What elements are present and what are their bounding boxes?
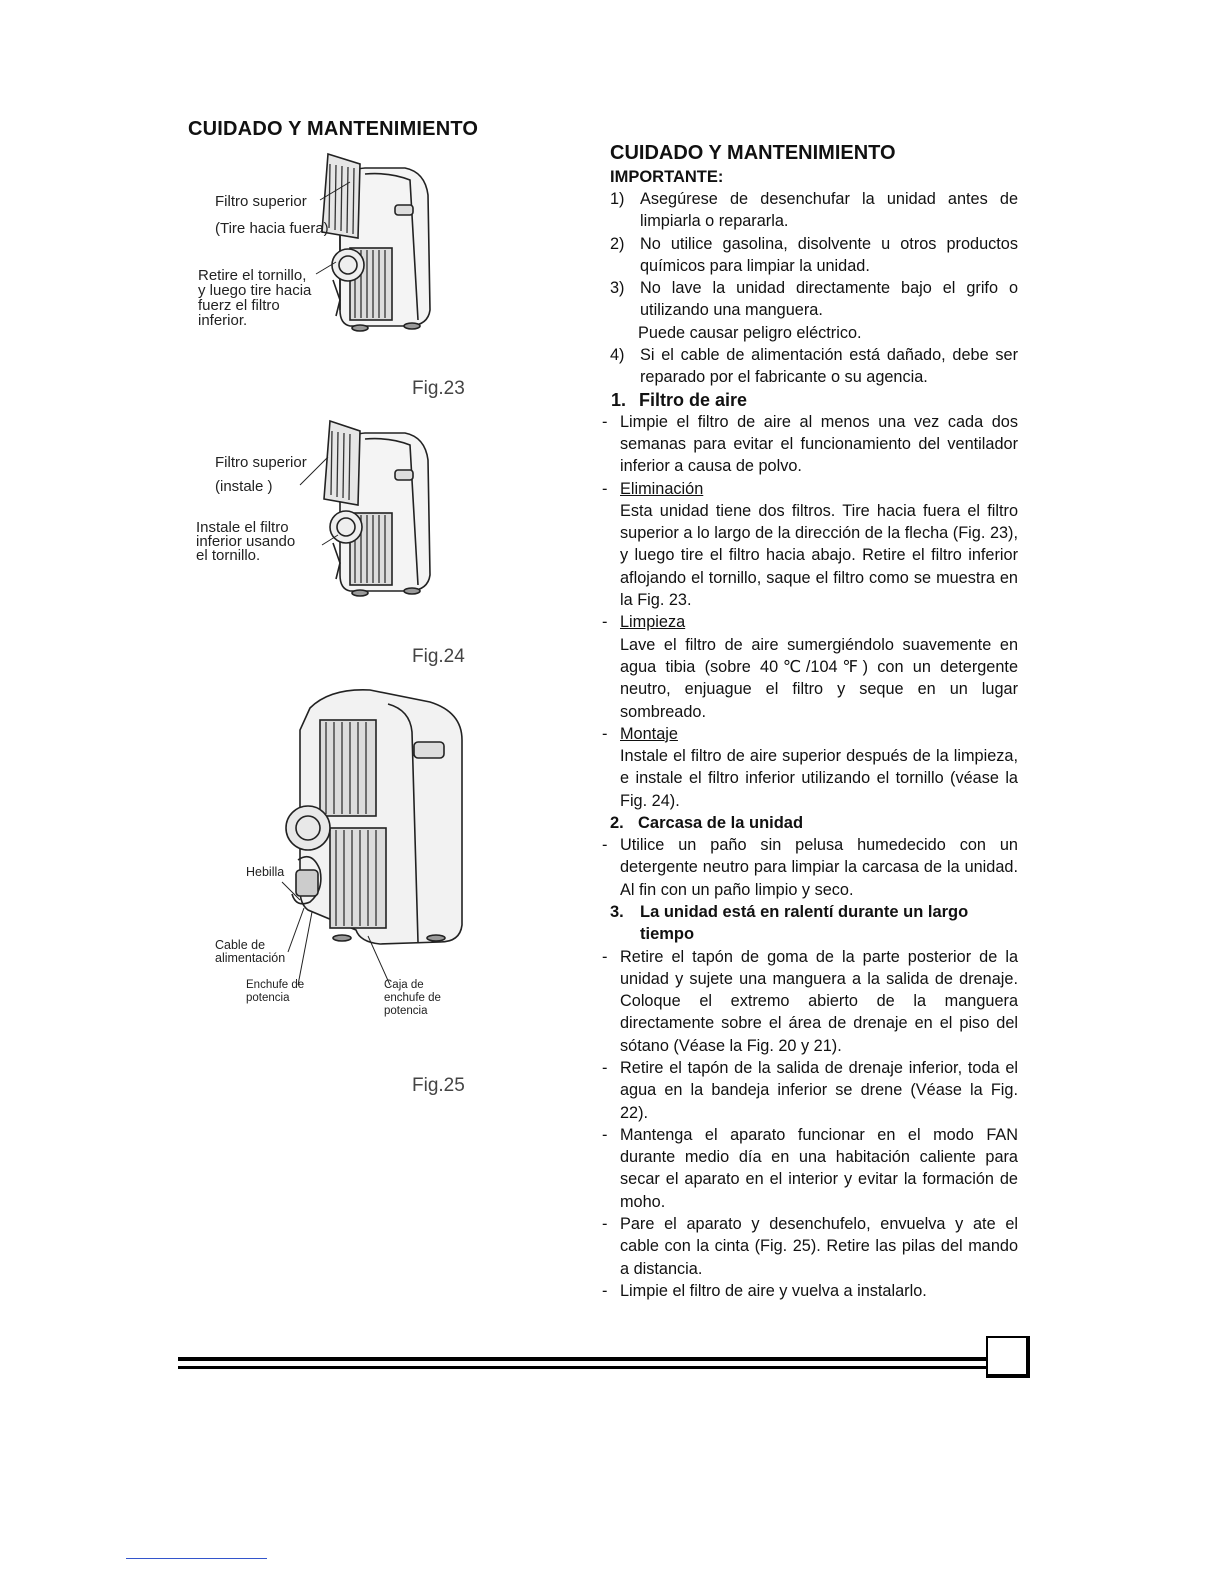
section-number: 2. bbox=[610, 814, 624, 833]
page-number-box bbox=[986, 1336, 1030, 1378]
fig23-label-bottom-line4: inferior. bbox=[198, 312, 248, 329]
bullet-text: Retire el tapón de goma de la parte posterior de la unidad y sujete una manguera a la salida de drenaje. Coloque el extremo abierto de la manguera directamente sobre el área de drenaje en el piso del sótano (Véase la Fig. 20 y 21). bbox=[620, 947, 1018, 1055]
footer-rule-thick bbox=[178, 1357, 988, 1361]
section-1-mount-heading: - Montaje bbox=[602, 724, 678, 743]
removal-title: Eliminación bbox=[620, 479, 704, 498]
important-item-1 bbox=[608, 188, 1018, 233]
section-1-heading bbox=[611, 389, 1018, 411]
section-2-body: Utilice un paño sin pelusa humedecido con un detergente neutro para limpiar la carcasa de la unidad. Al fin con un paño limpio y seco. bbox=[620, 836, 1018, 899]
section-1-intro: - Limpie el filtro de aire al menos una vez cada dos semanas para evitar el funcionamiento del ventilador inferior a causa de polvo. bbox=[602, 412, 1018, 476]
important-item-4 bbox=[608, 344, 1018, 389]
section-title: La unidad está en ralentí durante un largo tiempo bbox=[640, 902, 969, 944]
fig25-label-plug-line2: potencia bbox=[246, 992, 290, 1004]
fig23-label-bottom-line1: Retire el tornillo, bbox=[198, 267, 307, 284]
fig23-label-bottom-line3: fuerz el filtro bbox=[198, 297, 280, 314]
section-number: 3. bbox=[610, 902, 624, 921]
figure-25 bbox=[200, 680, 500, 1040]
fig23-label-pull-out: (Tire hacia fuera) bbox=[215, 220, 329, 237]
fig24-label-bottom-line1: Instale el filtro bbox=[196, 519, 289, 536]
fig25-caption: Fig.25 bbox=[412, 1075, 465, 1096]
fig25-label-box-line2: enchufe de bbox=[384, 992, 441, 1004]
fig23-label-bottom-line2: y luego tire hacia bbox=[198, 282, 312, 299]
fig24-caption: Fig.24 bbox=[412, 646, 465, 667]
right-column-text bbox=[602, 140, 1018, 1302]
section-1-cleaning-text: Lave el filtro de aire sumergiéndolo suavemente en agua tibia (sobre 40℃/104℉) con un detergente neutro, enjuague el filtro y seque en un lugar sombreado. bbox=[620, 635, 1018, 721]
fig25-label-plug-line1: Enchufe de bbox=[246, 979, 305, 991]
item-text: Si el cable de alimentación está dañado, debe ser reparado por el fabricante o su agencia. bbox=[640, 346, 1018, 387]
item-number: 3) bbox=[610, 279, 625, 298]
section-2-text: - Utilice un paño sin pelusa humedecido con un detergente neutro para limpiar la carcasa de la unidad. Al fin con un paño limpio y seco. bbox=[602, 836, 1018, 899]
section-3-bullet: - Retire el tapón de la salida de drenaje inferior, toda el agua en la bandeja inferior se drene (Véase la Fig. 22). bbox=[602, 1058, 1018, 1122]
section-number: 1. bbox=[611, 389, 627, 410]
mount-title: Montaje bbox=[620, 724, 678, 743]
section-3-bullet: - Pare el aparato y desenchufelo, envuelva y ate el cable con la cinta (Fig. 25). Retire las pilas del mando a distancia. bbox=[602, 1215, 1018, 1278]
item-text: No utilice gasolina, disolvente u otros productos químicos para limpiar la unidad. bbox=[640, 234, 1018, 275]
figure-23 bbox=[190, 150, 510, 410]
fig25-label-cable-line1: Cable de bbox=[215, 938, 266, 952]
fig24-label-upper-filter: Filtro superior bbox=[215, 454, 307, 471]
section-3-bullet: - Mantenga el aparato funcionar en el modo FAN durante medio día en una habitación caliente para secar el aparato en el interior y evitar la formación de moho. bbox=[602, 1125, 1018, 1211]
section-1-mount-text: Instale el filtro de aire superior después de la limpieza, e instale el filtro inferior utilizando el tornillo (véase la Fig. 24). bbox=[620, 747, 1018, 810]
bullet-text: Retire el tapón de la salida de drenaje inferior, toda el agua en la bandeja inferior se drene (Véase la Fig. 22). bbox=[620, 1058, 1018, 1122]
section-3-heading bbox=[608, 901, 1018, 946]
important-item-3 bbox=[608, 277, 1018, 322]
figure-24 bbox=[190, 415, 510, 655]
section-1-intro-text: Limpie el filtro de aire al menos una vez cada dos semanas para evitar el funcionamiento del ventilador inferior a causa de polvo. bbox=[620, 412, 1018, 476]
cleaning-title: Limpieza bbox=[620, 613, 686, 632]
section-3-bullet: - Retire el tapón de goma de la parte posterior de la unidad y sujete una manguera a la salida de drenaje. Coloque el extremo abierto de la manguera directamente sobre el área de drenaje en el piso del sótano (Véase la Fig. 20 y 21). bbox=[602, 947, 1018, 1055]
fig24-label-bottom-line3: el tornillo. bbox=[196, 547, 261, 564]
left-page-title: CUIDADO Y MANTENIMIENTO bbox=[188, 118, 479, 140]
bullet-text: Limpie el filtro de aire y vuelva a instalarlo. bbox=[620, 1281, 927, 1300]
item-text: Asegúrese de desenchufar la unidad antes de limpiarla o repararla. bbox=[640, 190, 1018, 231]
fig25-label-box-line1: Caja de bbox=[384, 979, 424, 991]
section-2-heading bbox=[610, 812, 1018, 834]
section-1-removal-heading: - Eliminación bbox=[602, 479, 704, 498]
important-item-3-note: Puede causar peligro eléctrico. bbox=[638, 323, 862, 342]
item-number: 1) bbox=[610, 190, 625, 208]
section-1-cleaning-heading: - Limpieza bbox=[602, 613, 686, 632]
important-heading: IMPORTANTE: bbox=[610, 168, 724, 186]
fig23-label-upper-filter: Filtro superior bbox=[215, 193, 307, 210]
fig24-label-install: (instale ) bbox=[215, 478, 273, 495]
item-text: No lave la unidad directamente bajo el grifo o utilizando una manguera. bbox=[640, 279, 1018, 320]
bullet-text: Mantenga el aparato funcionar en el modo FAN durante medio día en una habitación caliente para secar el aparato en el interior y evitar la formación de moho. bbox=[620, 1125, 1018, 1211]
item-number: 2) bbox=[610, 234, 625, 253]
section-1-removal-text: Esta unidad tiene dos filtros. Tire hacia fuera el filtro superior a lo largo de la dirección de la flecha (Fig. 23), y luego tire el filtro hacia abajo. Retire el filtro inferior aflojando el tornillo, saque el filtro como se muestra en la Fig. 23. bbox=[620, 501, 1018, 610]
bullet-text: Pare el aparato y desenchufelo, envuelva y ate el cable con la cinta (Fig. 25). Retire las pilas del mando a distancia. bbox=[620, 1215, 1018, 1278]
air-conditioner-rear-cable-illustration bbox=[200, 680, 500, 1040]
fig23-caption: Fig.23 bbox=[412, 378, 465, 399]
fig25-label-buckle: Hebilla bbox=[246, 865, 285, 879]
fig25-label-box-line3: potencia bbox=[384, 1005, 428, 1017]
section-title: Carcasa de la unidad bbox=[638, 814, 804, 833]
item-number: 4) bbox=[610, 346, 625, 365]
bottom-link-underline bbox=[126, 1558, 267, 1559]
fig24-label-bottom-line2: inferior usando bbox=[196, 533, 296, 550]
fig25-label-cable-line2: alimentación bbox=[215, 951, 286, 965]
important-item-2 bbox=[608, 233, 1018, 278]
right-page-title: CUIDADO Y MANTENIMIENTO bbox=[610, 142, 896, 164]
footer-rule-thin bbox=[178, 1366, 988, 1369]
section-title: Filtro de aire bbox=[639, 389, 748, 410]
section-3-bullet: - Limpie el filtro de aire y vuelva a instalarlo. bbox=[602, 1281, 927, 1300]
